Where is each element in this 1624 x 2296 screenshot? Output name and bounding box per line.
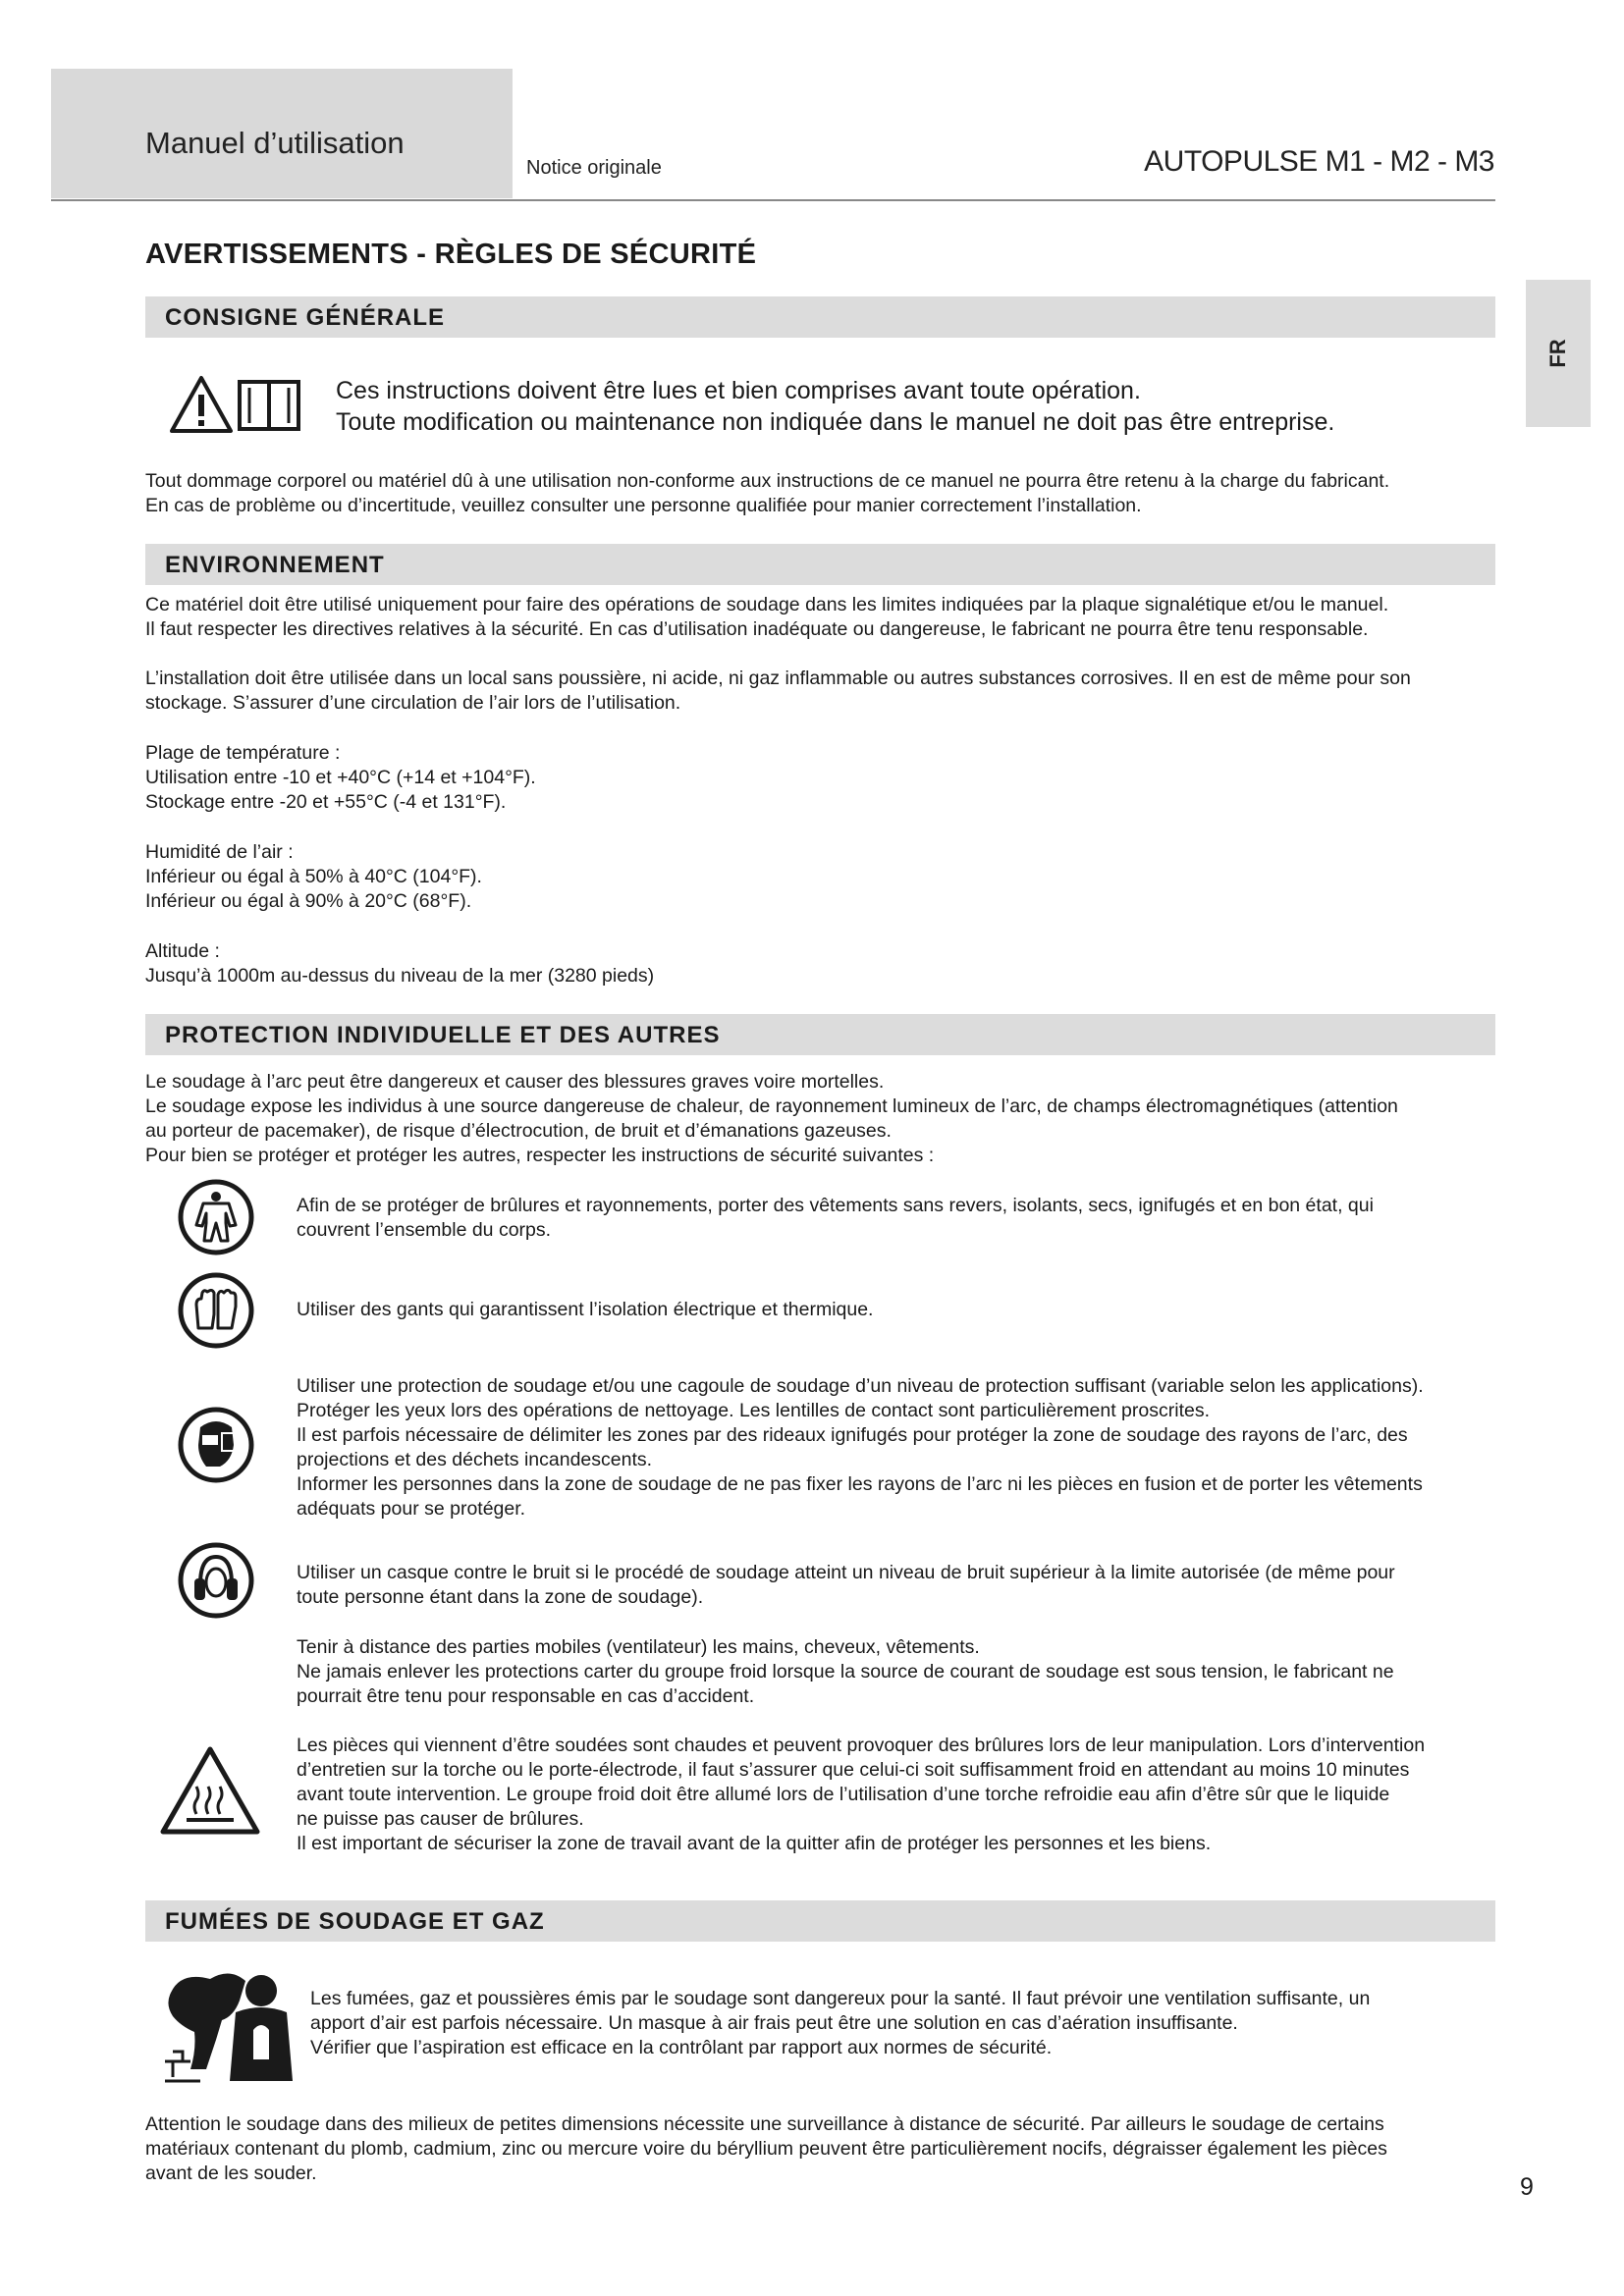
protection-intro-line2: Le soudage expose les individus à une source dangereuse de chaleur, de rayonnement lumineux de l’arc, de champs électromagnétiques (attention	[145, 1095, 1398, 1117]
mask-line3: Il est parfois nécessaire de délimiter les zones par des rideaux ignifugés pour protéger la zone de soudage des rayons de l’arc, des	[297, 1424, 1408, 1446]
manual-book-icon	[238, 380, 300, 431]
warning-icon	[169, 375, 234, 434]
fumes-p1-line3: Vérifier que l’aspiration est efficace en la contrôlant par rapport aux normes de sécurité.	[310, 2037, 1053, 2058]
face-shield-icon	[177, 1406, 255, 1484]
temperature-storage: Stockage entre -20 et +55°C (-4 et 131°F).	[145, 791, 507, 813]
section-heading-environment-label: ENVIRONNEMENT	[165, 552, 385, 578]
page-title: AVERTISSEMENTS - RÈGLES DE SÉCURITÉ	[145, 239, 757, 270]
humidity-label: Humidité de l’air :	[145, 841, 294, 863]
general-paragraph-line1: Tout dommage corporel ou matériel dû à une utilisation non-conforme aux instructions de ce manuel ne pourra être retenu à la charge du fabricant.	[145, 470, 1390, 492]
hot-surface-warning-icon	[159, 1745, 261, 1836]
temperature-use: Utilisation entre -10 et +40°C (+14 et +104°F).	[145, 767, 536, 788]
hot-parts-line4: ne puisse pas causer de brûlures.	[297, 1808, 584, 1830]
mask-line6: adéquats pour se protéger.	[297, 1498, 526, 1520]
moving-parts-line3: pourrait être tenu pour responsable en cas d’accident.	[297, 1685, 755, 1707]
fumes-p2-line1: Attention le soudage dans des milieux de petites dimensions nécessite une surveillance à distance de sécurité. Par ailleurs le soudage de certains	[145, 2113, 1384, 2135]
general-paragraph-line2: En cas de problème ou d’incertitude, veuillez consulter une personne qualifiée pour manier correctement l’installation.	[145, 495, 1142, 516]
temperature-label: Plage de température :	[145, 742, 341, 764]
gloves-text: Utiliser des gants qui garantissent l’isolation électrique et thermique.	[297, 1299, 874, 1320]
mask-line5: Informer les personnes dans la zone de soudage de ne pas fixer les rayons de l’arc ni les pièces en fusion et de porter les vêtements	[297, 1473, 1423, 1495]
ear-line1: Utiliser un casque contre le bruit si le procédé de soudage atteint un niveau de bruit supérieur à la limite autorisée (de même pour	[297, 1562, 1395, 1583]
section-heading-general-label: CONSIGNE GÉNÉRALE	[165, 304, 446, 331]
hot-parts-line5: Il est important de sécuriser la zone de travail avant de la quitter afin de protéger les personnes et les biens.	[297, 1833, 1212, 1854]
language-tab-label: FR	[1545, 339, 1570, 368]
environment-p1-line1: Ce matériel doit être utilisé uniquement pour faire des opérations de soudage dans les limites indiquées par la plaque signalétique et/ou le manuel.	[145, 594, 1389, 615]
moving-parts-line2: Ne jamais enlever les protections carter du groupe froid lorsque la source de courant de soudage est sous tension, le fabricant ne	[297, 1661, 1394, 1682]
protective-suit-icon	[177, 1178, 255, 1256]
altitude-label: Altitude :	[145, 940, 220, 962]
hot-parts-line2: d’entretien sur la torche ou le porte-électrode, il faut s’assurer que celui-ci soit suffisamment froid en attendant au moins 10 minutes	[297, 1759, 1410, 1781]
mask-line4: projections et des déchets incandescents.	[297, 1449, 653, 1470]
ear-protection-icon	[177, 1541, 255, 1620]
hot-parts-line3: avant toute intervention. Le groupe froid doit être allumé lors de l’utilisation d’une torche refroidie eau afin d’être sûr que le liquide	[297, 1784, 1390, 1805]
section-heading-fumes	[145, 1900, 1495, 1942]
humidity-1: Inférieur ou égal à 50% à 40°C (104°F).	[145, 866, 482, 887]
hot-parts-line1: Les pièces qui viennent d’être soudées sont chaudes et peuvent provoquer des brûlures lors de leur manipulation. Lors d’intervention	[297, 1735, 1426, 1756]
ear-line2: toute personne étant dans la zone de soudage).	[297, 1586, 704, 1608]
environment-p2-line1: L’installation doit être utilisée dans un local sans poussière, ni acide, ni gaz inflammable ou autres substances corrosives. Il en est de même pour son	[145, 667, 1411, 689]
general-notice-line1: Ces instructions doivent être lues et bien comprises avant toute opération.	[336, 377, 1141, 404]
language-tab	[1526, 280, 1591, 427]
header-divider	[51, 199, 1495, 201]
document-title: Manuel d’utilisation	[145, 126, 405, 160]
section-heading-general	[145, 296, 1495, 338]
clothing-line2: couvrent l’ensemble du corps.	[297, 1219, 552, 1241]
model-name: AUTOPULSE M1 - M2 - M3	[1144, 145, 1494, 178]
fumes-p2-line2: matériaux contenant du plomb, cadmium, zinc ou mercure voire du béryllium peuvent être particulièrement nocifs, dégraisser également les pièces	[145, 2138, 1387, 2160]
mask-line1: Utiliser une protection de soudage et/ou une cagoule de soudage d’un niveau de protection suffisant (variable selon les applications).	[297, 1375, 1424, 1397]
altitude-value: Jusqu’à 1000m au-dessus du niveau de la mer (3280 pieds)	[145, 965, 655, 987]
notice-label: Notice originale	[526, 157, 662, 179]
page-number: 9	[1520, 2173, 1534, 2201]
fumes-hazard-icon	[151, 1961, 298, 2087]
section-heading-protection	[145, 1014, 1495, 1055]
protection-intro-line3: au porteur de pacemaker), de risque d’électrocution, de bruit et d’émanations gazeuses.	[145, 1120, 892, 1142]
gloves-icon	[177, 1271, 255, 1350]
general-notice-line2: Toute modification ou maintenance non indiquée dans le manuel ne doit pas être entreprise.	[336, 408, 1335, 436]
protection-intro-line1: Le soudage à l’arc peut être dangereux et causer des blessures graves voire mortelles.	[145, 1071, 885, 1093]
environment-p2-line2: stockage. S’assurer d’une circulation de l’air lors de l’utilisation.	[145, 692, 681, 714]
protection-intro-line4: Pour bien se protéger et protéger les autres, respecter les instructions de sécurité suivantes :	[145, 1145, 935, 1166]
moving-parts-line1: Tenir à distance des parties mobiles (ventilateur) les mains, cheveux, vêtements.	[297, 1636, 980, 1658]
environment-p1-line2: Il faut respecter les directives relatives à la sécurité. En cas d’utilisation inadéquate ou dangereuse, le fabricant ne pourra être tenu responsable.	[145, 618, 1369, 640]
fumes-p1-line2: apport d’air est parfois nécessaire. Un masque à air frais peut être une solution en cas d’aération insuffisante.	[310, 2012, 1238, 2034]
section-heading-protection-label: PROTECTION INDIVIDUELLE ET DES AUTRES	[165, 1022, 721, 1048]
fumes-p1-line1: Les fumées, gaz et poussières émis par le soudage sont dangereux pour la santé. Il faut prévoir une ventilation suffisante, un	[310, 1988, 1371, 2009]
clothing-line1: Afin de se protéger de brûlures et rayonnements, porter des vêtements sans revers, isolants, secs, ignifugés et en bon état, qui	[297, 1195, 1374, 1216]
humidity-2: Inférieur ou égal à 90% à 20°C (68°F).	[145, 890, 472, 912]
section-heading-fumes-label: FUMÉES DE SOUDAGE ET GAZ	[165, 1908, 545, 1935]
fumes-p2-line3: avant de les souder.	[145, 2163, 317, 2184]
mask-line2: Protéger les yeux lors des opérations de nettoyage. Les lentilles de contact sont particulièrement proscrites.	[297, 1400, 1211, 1421]
section-heading-environment	[145, 544, 1495, 585]
